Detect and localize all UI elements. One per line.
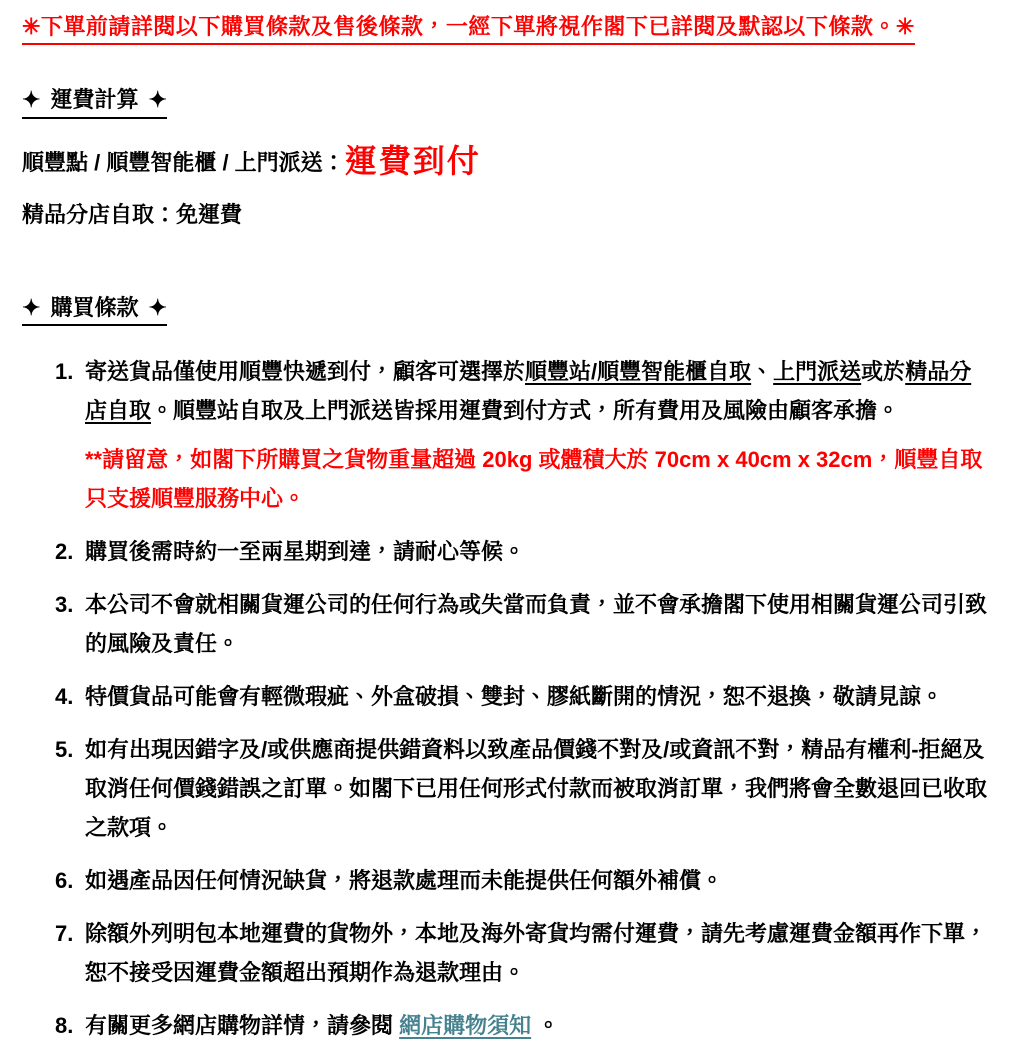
term-text-segment: 。順豐站自取及上門派送皆採用運費到付方式，所有費用及風險由顧客承擔。 [151, 398, 900, 424]
term-text: 本公司不會就相關貨運公司的任何行為或失當而負責，並不會承擔閣下使用相關貨運公司引致的風險及責任。 [85, 592, 988, 657]
term-number: 8. [55, 1013, 74, 1039]
four-pointed-star-icon: ✦ [148, 87, 167, 113]
store-pickup-line: 精品分店自取：免運費 [22, 201, 243, 227]
term-text: 如遇產品因任何情況缺貨，將退款處理而未能提供任何額外補償。 [85, 868, 724, 894]
term-text-segment: 有關更多網店購物詳情，請參閱 [85, 1013, 400, 1039]
freight-collect-value: 運費到付 [344, 142, 481, 179]
sf-delivery-line [22, 141, 1002, 183]
term-number: 2. [55, 539, 74, 565]
four-pointed-star-icon: ✦ [22, 294, 41, 320]
term-text: 購買後需時約一至兩星期到達，請耐心等候。 [85, 539, 526, 565]
shipping-fee-heading [22, 87, 167, 118]
purchase-terms-title: 購買條款 [50, 294, 139, 320]
four-pointed-star-icon: ✦ [22, 87, 41, 113]
term-item-5 [22, 730, 1002, 847]
pickup-option-sf-station: 順豐站/順豐智能櫃自取 [525, 359, 752, 385]
pre-order-notice: ✳下單前請詳閱以下購買條款及售後條款，一經下單將視作閣下已詳閱及默認以下條款。✳ [22, 14, 915, 45]
term-text-segment: 、 [751, 359, 774, 385]
purchase-terms-heading [22, 295, 167, 326]
term-number: 5. [55, 737, 74, 763]
oversize-warning-note: **請留意，如閣下所購買之貨物重量超過 20kg 或體積大於 70cm x 40cm x 32cm，順豐自取只支援順豐服務中心。 [85, 447, 983, 512]
pickup-option-store: 精品分店自取 [85, 359, 972, 424]
term-number: 3. [55, 592, 74, 618]
terms-list [22, 352, 1002, 1045]
term-item-2 [22, 532, 1002, 571]
term-item-3 [22, 585, 1002, 663]
sf-delivery-label: 順豐點 / 順豐智能櫃 / 上門派送： [22, 149, 345, 175]
shipping-fee-title: 運費計算 [50, 87, 139, 113]
term-text-segment: 或於 [861, 359, 906, 385]
term-text: 除額外列明包本地運費的貨物外，本地及海外寄貨均需付運費，請先考慮運費金額再作下單，恕不接受因運費金額超出預期作為退款理由。 [85, 921, 988, 986]
term-number: 4. [55, 684, 74, 710]
term-text [85, 1006, 990, 1045]
term-item-8 [22, 1006, 1002, 1045]
term-number: 1. [55, 359, 74, 385]
term-item-6 [22, 861, 1002, 900]
pickup-option-door-delivery: 上門派送 [773, 359, 862, 385]
term-item-4 [22, 677, 1002, 716]
four-pointed-star-icon: ✦ [148, 294, 167, 320]
term-item-7 [22, 914, 1002, 992]
term-text: 如有出現因錯字及/或供應商提供錯資料以致產品價錢不對及/或資訊不對，精品有權利-拒絕及取消任何價錢錯誤之訂單。如閣下已用任何形式付款而被取消訂單，我們將會全數退回已收取之款項。 [85, 737, 988, 841]
term-number: 7. [55, 921, 74, 947]
term-item-1 [22, 352, 1002, 518]
term-text [85, 352, 990, 518]
term-text: 特價貨品可能會有輕微瑕疵、外盒破損、雙封、膠紙斷開的情況，恕不退換，敬請見諒。 [85, 684, 944, 710]
term-text-segment: 寄送貨品僅使用順豐快遞到付，顧客可選擇於 [85, 359, 526, 385]
term-number: 6. [55, 868, 74, 894]
term-text-segment: 。 [531, 1013, 560, 1039]
store-shopping-guide-link[interactable]: 網店購物須知 [399, 1013, 532, 1039]
